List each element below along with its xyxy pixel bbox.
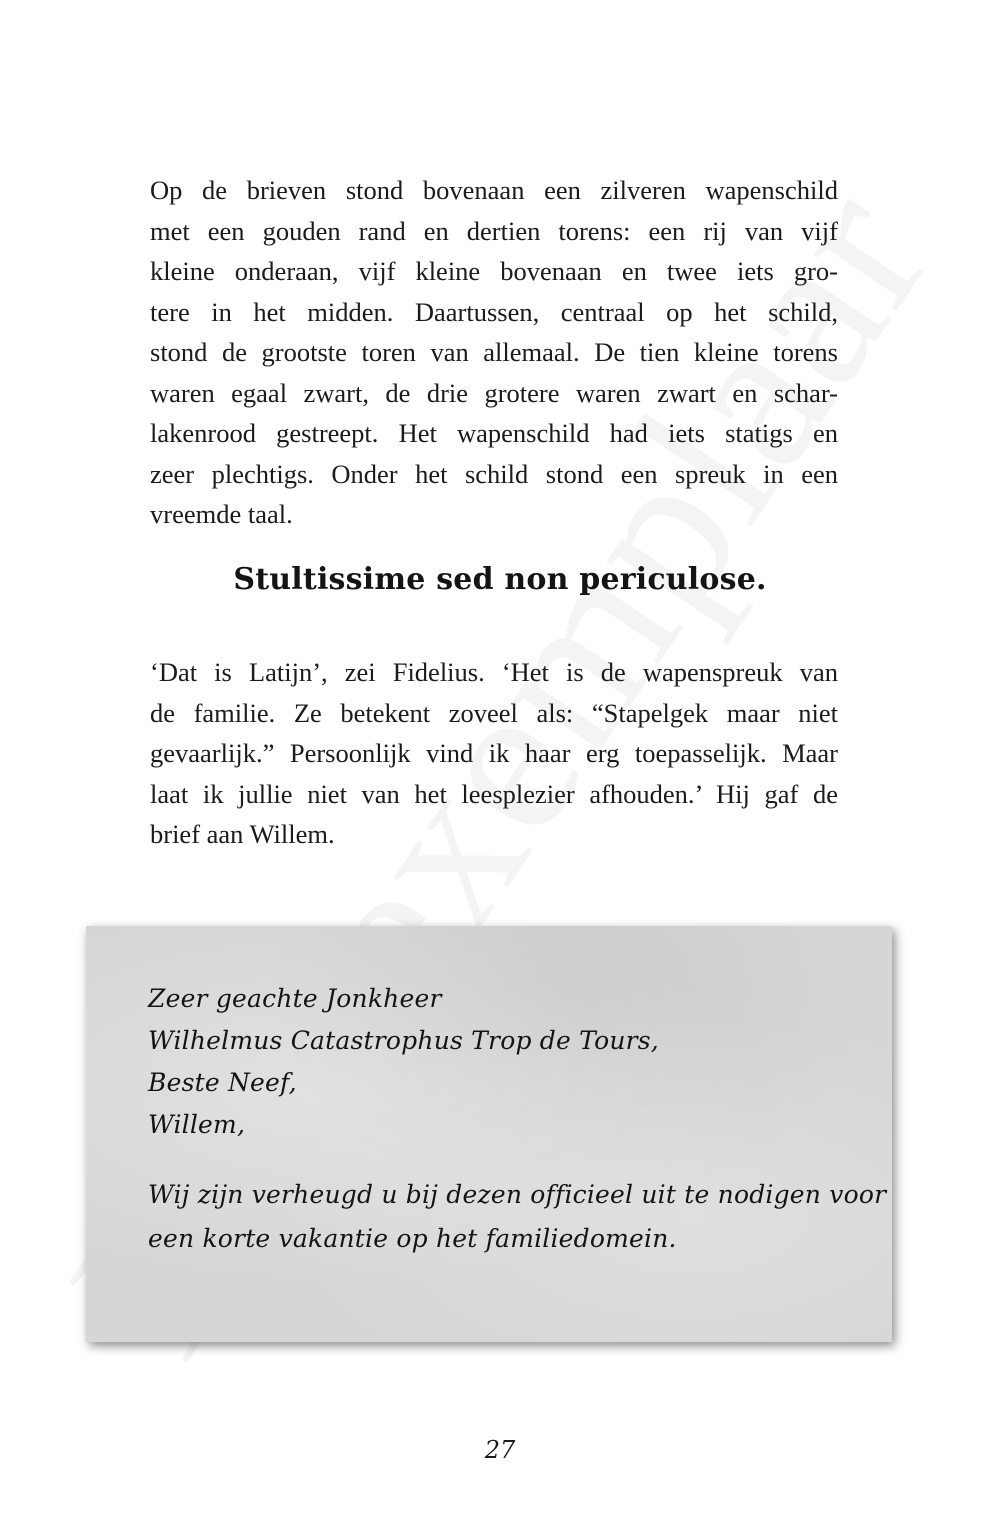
- paragraph-fidelius: [150, 652, 838, 855]
- family-motto: Stultissime sed non periculose.: [233, 562, 767, 597]
- text-line: met een gouden rand en dertien torens: een rij van vijf: [150, 215, 838, 246]
- text-line: brief aan Willem.: [150, 819, 335, 849]
- letter-body-line: Wij zijn verheugd u bij dezen officieel uit te nodigen voor: [148, 1180, 887, 1209]
- text-line: vreemde taal.: [150, 499, 293, 529]
- text-line: stond de grootste toren van allemaal. De tien kleine torens: [150, 337, 838, 367]
- text-line: waren egaal zwart, de drie grotere waren zwart en schar-: [150, 377, 838, 408]
- text-line: ‘Dat is Latijn’, zei Fidelius. ‘Het is de wapenspreuk van: [150, 657, 838, 687]
- text-line: laat ik jullie niet van het leesplezier afhouden.’ Hij gaf de: [150, 778, 838, 809]
- letter-salutation-line: Zeer geachte Jonkheer: [148, 984, 442, 1013]
- text-line: tere in het midden. Daartussen, centraal op het schild,: [150, 296, 838, 327]
- text-line: kleine onderaan, vijf kleine bovenaan en twee iets gro-: [150, 256, 838, 286]
- letter-salutation-line: Beste Neef,: [148, 1068, 297, 1097]
- text-line: lakenrood gestreept. Het wapenschild had iets statigs en: [150, 418, 838, 448]
- letter-body-line: een korte vakantie op het familiedomein.: [148, 1224, 677, 1253]
- text-line: de familie. Ze betekent zoveel als: “Stapelgek maar niet: [150, 697, 838, 728]
- text-line: zeer plechtigs. Onder het schild stond een spreuk in een: [150, 458, 838, 489]
- text-line: gevaarlijk.” Persoonlijk vind ik haar erg toepasselijk. Maar: [150, 738, 838, 768]
- letter-salutation-line: Willem,: [148, 1110, 246, 1139]
- page-number: 27: [484, 1436, 516, 1464]
- letter-card: [86, 926, 892, 1342]
- letter-salutation-line: Wilhelmus Catastrophus Trop de Tours,: [148, 1026, 659, 1055]
- paragraph-coat-of-arms: [150, 170, 838, 535]
- text-line: Op de brieven stond bovenaan een zilveren wapenschild: [150, 175, 838, 205]
